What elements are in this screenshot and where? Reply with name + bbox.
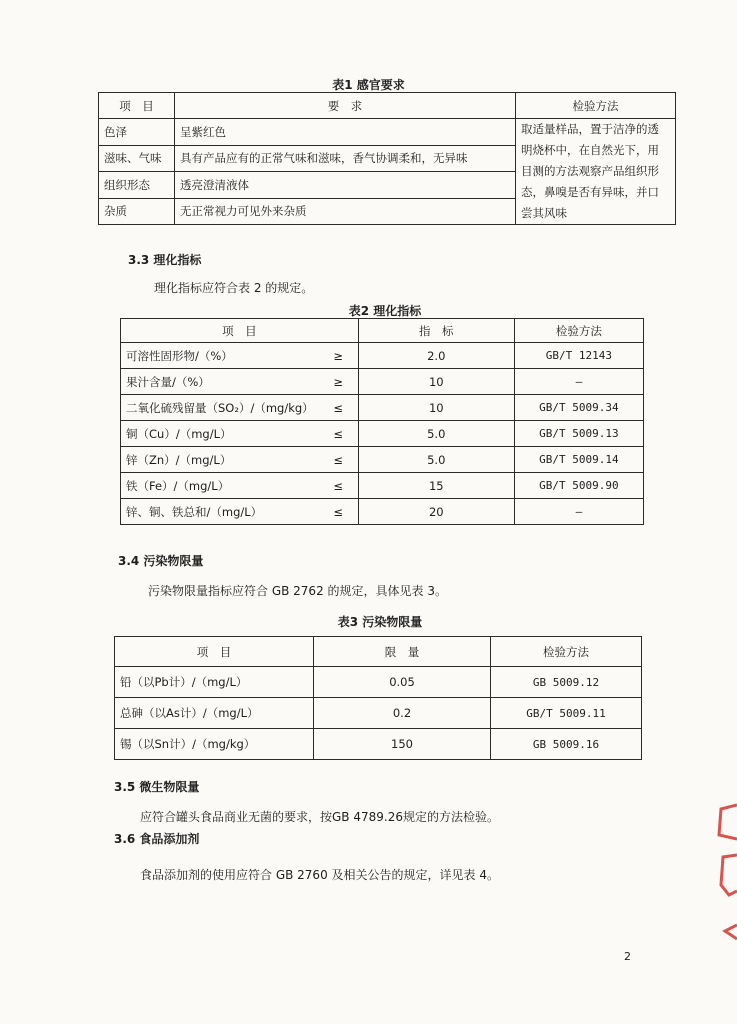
table-header: 检验方法 <box>491 637 642 667</box>
table-cell: 0.05 <box>314 667 491 698</box>
table-cell: GB/T 5009.14 <box>514 447 643 473</box>
table-row <box>121 499 644 525</box>
section-3-6-text: 食品添加剂的使用应符合 GB 2760 及相关公告的规定，详见表 4。 <box>140 868 499 882</box>
table-cell: — <box>514 369 643 395</box>
table-cell: 150 <box>314 729 491 760</box>
table2-caption: 表2 理化指标 <box>348 304 422 318</box>
table-cell: 铁（Fe）/（mg/L） <box>121 473 319 499</box>
table-header: 检验方法 <box>516 93 676 119</box>
table-cell: 色泽 <box>99 119 175 146</box>
section-3-4-text: 污染物限量指标应符合 GB 2762 的规定，具体见表 3。 <box>148 584 447 598</box>
table-cell: GB/T 12143 <box>514 343 643 369</box>
table-cell: 透亮澄清液体 <box>175 172 516 199</box>
table-cell: 5.0 <box>358 447 514 473</box>
table-cell: GB/T 5009.90 <box>514 473 643 499</box>
table-row <box>121 395 644 421</box>
contaminants-table <box>114 636 642 760</box>
table-cell: 无正常视力可见外来杂质 <box>175 198 516 225</box>
table-header: 项 目 <box>99 93 175 119</box>
table-row <box>115 698 642 729</box>
table-cell: ≤ <box>319 421 359 447</box>
seal-stamp-fragment <box>715 795 737 945</box>
inspection-method-cell: 取适量样品，置于洁净的透明烧杯中，在自然光下，用目测的方法观察产品组织形态，鼻嗅是否有异味，并口尝其风味 <box>516 119 676 225</box>
section-3-3-text: 理化指标应符合表 2 的规定。 <box>154 281 314 295</box>
table-cell: 0.2 <box>314 698 491 729</box>
table-cell: ≤ <box>319 395 359 421</box>
table-row <box>115 667 642 698</box>
table-cell: ≥ <box>319 343 359 369</box>
table-cell: GB/T 5009.13 <box>514 421 643 447</box>
section-3-6-heading: 3.6 食品添加剂 <box>114 832 200 846</box>
table-cell: 滋味、气味 <box>99 145 175 172</box>
table-cell: 10 <box>358 395 514 421</box>
table-cell: ≤ <box>319 499 359 525</box>
table-cell: 锡（以Sn计）/（mg/kg） <box>115 729 314 760</box>
table-cell: 具有产品应有的正常气味和滋味，香气协调柔和，无异味 <box>175 145 516 172</box>
table-header: 指 标 <box>358 319 514 343</box>
sensory-requirements-table <box>98 92 676 225</box>
table-cell: 5.0 <box>358 421 514 447</box>
table-row <box>121 447 644 473</box>
table-row <box>121 421 644 447</box>
table-row <box>115 729 642 760</box>
table-cell: 铜（Cu）/（mg/L） <box>121 421 319 447</box>
table-cell: GB 5009.12 <box>491 667 642 698</box>
table-row <box>121 343 644 369</box>
table3-caption: 表3 污染物限量 <box>337 615 423 629</box>
table-cell: — <box>514 499 643 525</box>
table-cell: 可溶性固形物/（%） <box>121 343 319 369</box>
table-cell: 锌（Zn）/（mg/L） <box>121 447 319 473</box>
table-cell: 20 <box>358 499 514 525</box>
table-row <box>99 119 676 146</box>
section-3-4-heading: 3.4 污染物限量 <box>118 554 204 568</box>
section-3-5-text: 应符合罐头食品商业无菌的要求，按GB 4789.26规定的方法检验。 <box>140 810 499 824</box>
table-cell: 总砷（以As计）/（mg/L） <box>115 698 314 729</box>
page-number: 2 <box>624 950 631 963</box>
table-row <box>121 369 644 395</box>
table-cell: 二氧化硫残留量（SO₂）/（mg/kg） <box>121 395 319 421</box>
table-cell: 呈紫红色 <box>175 119 516 146</box>
table-row <box>121 473 644 499</box>
table-cell: 果汁含量/（%） <box>121 369 319 395</box>
table-header: 项 目 <box>115 637 314 667</box>
table-cell: 组织形态 <box>99 172 175 199</box>
table-cell: GB 5009.16 <box>491 729 642 760</box>
table-cell: 2.0 <box>358 343 514 369</box>
table-header: 限 量 <box>314 637 491 667</box>
physicochemical-table <box>120 318 644 525</box>
table-cell: ≤ <box>319 473 359 499</box>
table-cell: 铅（以Pb计）/（mg/L） <box>115 667 314 698</box>
table-cell: GB/T 5009.11 <box>491 698 642 729</box>
section-3-5-heading: 3.5 微生物限量 <box>114 780 200 794</box>
table-cell: ≥ <box>319 369 359 395</box>
table-header: 检验方法 <box>514 319 643 343</box>
table1-caption: 表1 感官要求 <box>332 78 405 92</box>
table-cell: ≤ <box>319 447 359 473</box>
table-cell: 15 <box>358 473 514 499</box>
table-header: 要 求 <box>175 93 516 119</box>
table-header: 项 目 <box>121 319 359 343</box>
section-3-3-heading: 3.3 理化指标 <box>128 253 202 267</box>
table-cell: 锌、铜、铁总和/（mg/L） <box>121 499 319 525</box>
table-cell: 10 <box>358 369 514 395</box>
table-cell: GB/T 5009.34 <box>514 395 643 421</box>
table-cell: 杂质 <box>99 198 175 225</box>
